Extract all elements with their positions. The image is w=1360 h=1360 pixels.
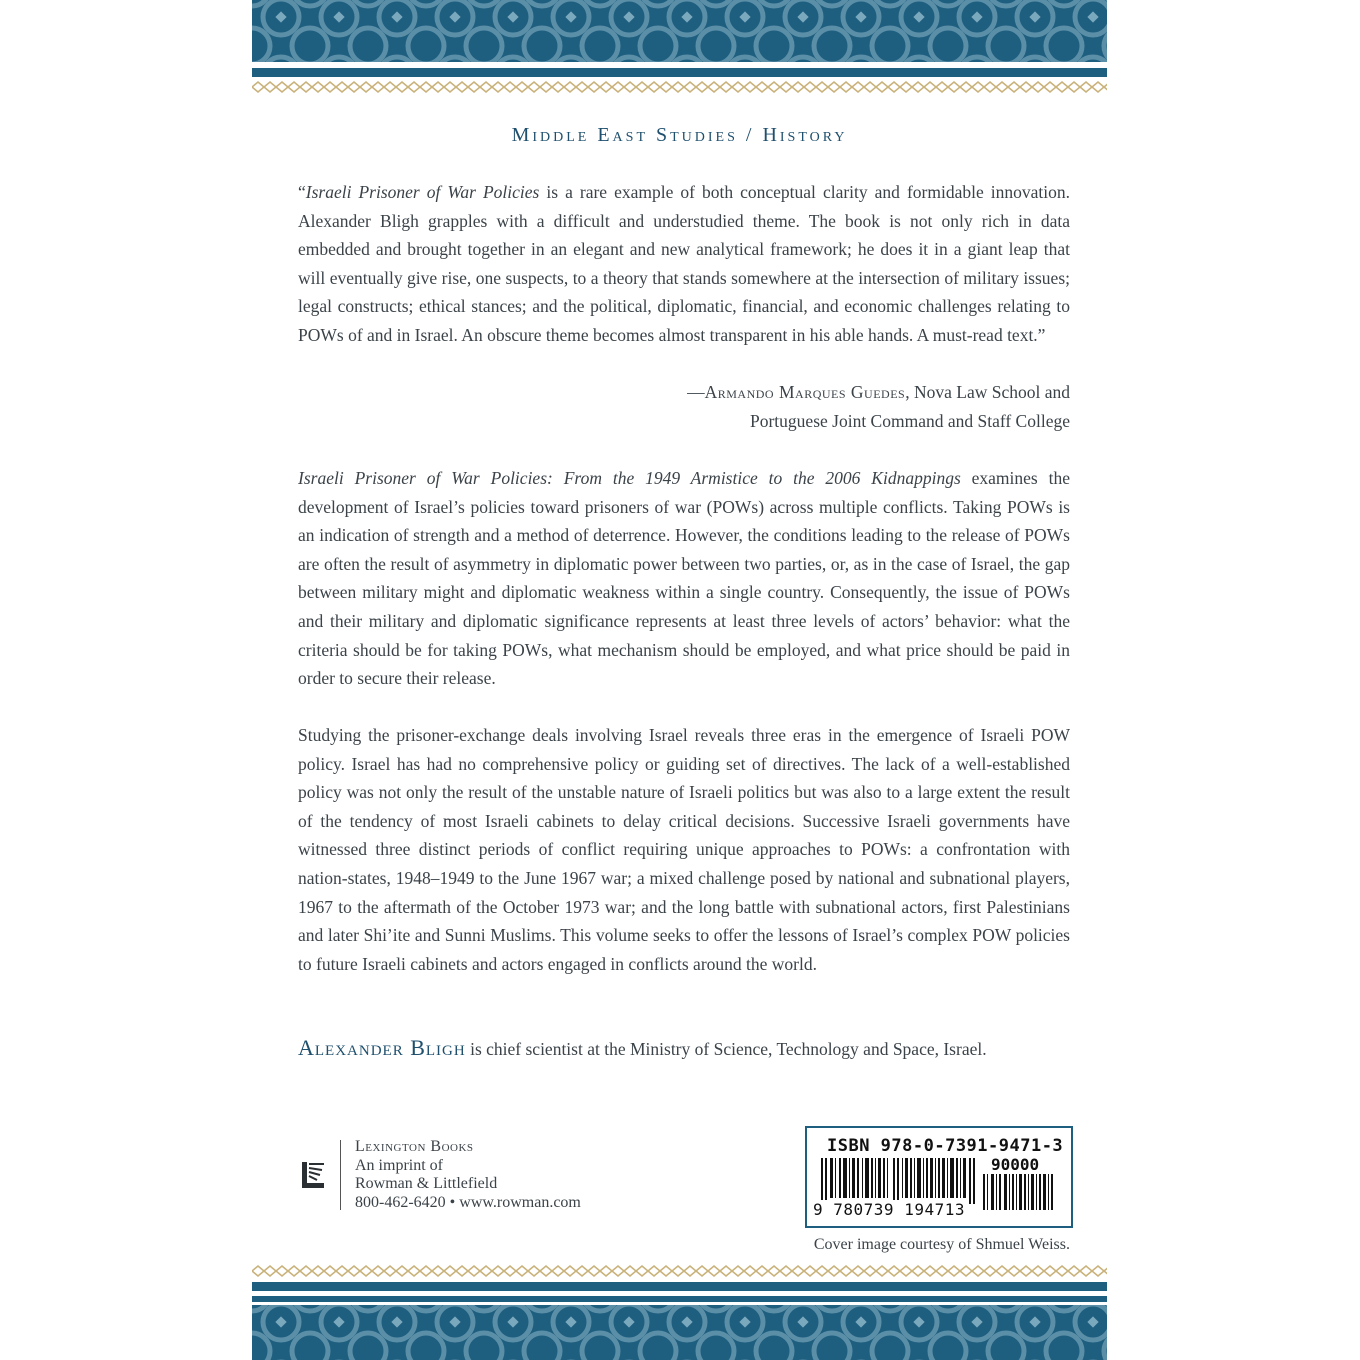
ean-bars: [821, 1158, 975, 1204]
bottom-pattern-band: [252, 1305, 1107, 1360]
lexington-logo-icon: [300, 1158, 328, 1192]
attribution-name: Armando Marques Guedes: [704, 382, 906, 402]
endorsement-quote: [298, 178, 1070, 350]
description-paragraph-1: [298, 464, 1070, 693]
top-stripe: [252, 68, 1107, 77]
attribution-line1: , Nova Law School and: [905, 382, 1070, 402]
series-label: Middle East Studies / History: [511, 124, 848, 146]
bottom-stripe: [252, 1282, 1107, 1291]
publisher-name: Lexington Books: [355, 1138, 474, 1155]
bottom-zigzag-border: [252, 1264, 1107, 1278]
author-name: Alexander Bligh: [298, 1035, 466, 1060]
quote-open-mark: “: [298, 182, 306, 202]
author-bio-text: is chief scientist at the Ministry of Science, Technology and Space, Israel.: [465, 1039, 987, 1059]
price-bars: [983, 1174, 1055, 1210]
isbn-text: ISBN 978-0-7391-9471-3: [827, 1136, 1064, 1156]
publisher-line2: An imprint of: [355, 1156, 443, 1174]
ean-digits: 9 780739 194713: [813, 1200, 965, 1219]
attribution-dash: —: [687, 382, 705, 402]
top-zigzag-border: [252, 80, 1107, 94]
description-paragraph-2: Studying the prisoner-exchange deals involving Israel reveals three eras in the emergence of Israeli POW policy. Israel has had no comprehensive policy or guiding set of directives. The lack of a well-established policy was not only the result of the unstable nature of Israeli politics but was also to a large extent the result of the tendency of most Israeli cabinets to delay critical decisions. Successive Israeli governments have witnessed three distinct periods of conflict requiring unique approaches to POWs: a confrontation with nation-states, 1948–1949 to the June 1967 war; a mixed challenge posed by national and subnational players, 1967 to the aftermath of the October 1973 war; and the long battle with subnational actors, first Palestinians and later Shi’ite and Sunni Muslims. This volume seeks to offer the lessons of Israel’s complex POW policies to future Israeli cabinets and actors engaged in conflicts around the world.: [298, 725, 1070, 974]
publisher-divider: [340, 1140, 341, 1210]
cover-credit: Cover image courtesy of Shmuel Weiss.: [813, 1236, 1070, 1253]
top-pattern-band: [252, 0, 1107, 62]
quote-text: is a rare example of both conceptual clarity and formidable innovation. Alexander Bligh grapples with a difficult and understudied theme. The book is not only rich in data embedded and brought together in an elegant and new analytical framework; he does it in a giant leap that will eventually give rise, one suspects, to a theory that stands somewhere at the intersection of military issues; legal constructs; ethical stances; and the political, diplomatic, financial, and economic challenges relating to POWs of and in Israel. An obscure theme becomes almost transparent in his able hands. A must-read text.”: [298, 182, 1070, 345]
description-text-1: examines the development of Israel’s policies toward prisoners of war (POWs) across multiple conflicts. Taking POWs is an indication of strength and a method of deterrence. However, the conditions leading to the release of POWs are often the result of asymmetry in diplomatic power between two parties, or, as in the case of Israel, the gap between military might and diplomatic weakness within a single country. Consequently, the issue of POWs and their military and diplomatic significance represents at least three levels of actors’ behavior: what the criteria should be for taking POWs, what mechanism should be employed, and what price should be paid in order to secure their release.: [298, 468, 1070, 689]
tile-pattern-top: [252, 0, 1107, 62]
book-back-cover: [252, 0, 1107, 1360]
price-code: 90000: [991, 1155, 1040, 1174]
publisher-info: [355, 1138, 581, 1212]
quote-attribution: [687, 378, 1070, 435]
tile-pattern-bottom: [252, 1305, 1107, 1360]
description-book-title: Israeli Prisoner of War Policies: From the 1949 Armistice to the 2006 Kidnappings: [298, 468, 961, 488]
bottom-stripe-thin: [252, 1296, 1107, 1302]
author-bio: [298, 1034, 1070, 1063]
isbn-barcode: [805, 1126, 1073, 1228]
attribution-line2: Portuguese Joint Command and Staff College: [750, 410, 1070, 431]
quote-book-title: Israeli Prisoner of War Policies: [305, 182, 540, 202]
publisher-line3: Rowman & Littlefield: [355, 1175, 498, 1192]
publisher-contact: 800-462-6420 • www.rowman.com: [355, 1193, 581, 1211]
